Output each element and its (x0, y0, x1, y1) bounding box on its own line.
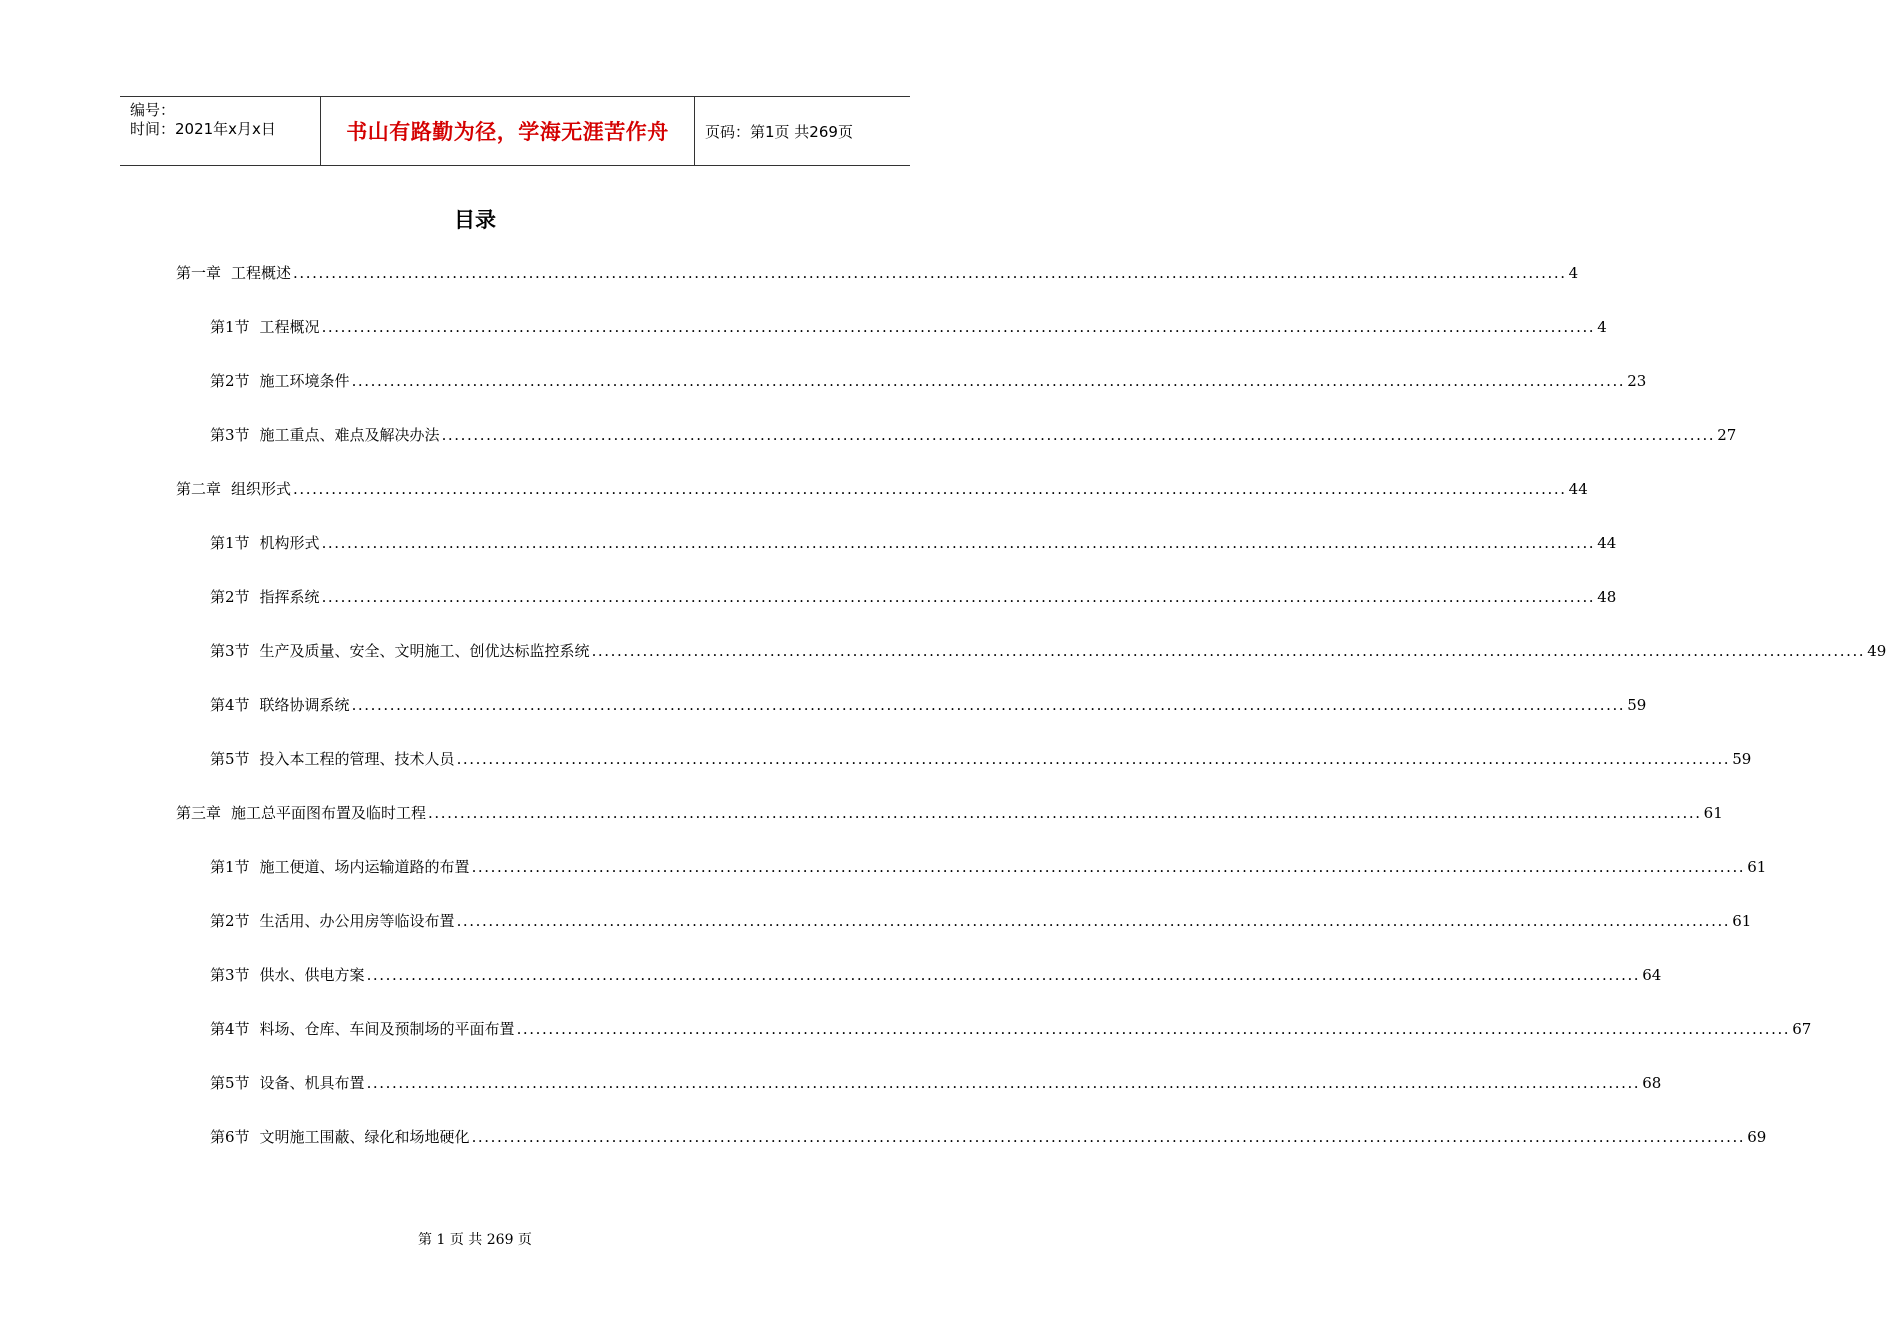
toc-leader-dots: ........................................................................................................................................................................................................ (351, 372, 1626, 390)
toc-leader-dots: ........................................................................................................................................................................................................ (293, 264, 1567, 282)
toc-leader-dots: ........................................................................................................................................................................................................ (351, 696, 1626, 714)
toc-entry-title: 生活用、办公用房等临设布置 (259, 912, 455, 930)
toc-entry-page: 59 (1732, 750, 1752, 768)
toc-entry-page: 4 (1597, 318, 1607, 336)
toc-leader-dots: ........................................................................................................................................................................................................ (321, 318, 1596, 336)
toc-leader-dots: ........................................................................................................................................................................................................ (321, 588, 1596, 606)
toc-entry-label (176, 802, 426, 823)
toc-entry[interactable] (176, 262, 1579, 284)
toc-entry-title: 文明施工围蔽、绿化和场地硬化 (259, 1128, 470, 1146)
toc-entry-page: 61 (1747, 858, 1767, 876)
toc-entry-page: 44 (1568, 480, 1588, 498)
toc-entry[interactable] (210, 856, 1767, 878)
toc-entry-title: 指挥系统 (259, 588, 320, 606)
toc-entry-page: 69 (1747, 1128, 1767, 1146)
toc-entry-label (176, 478, 291, 499)
toc-entry[interactable] (210, 1126, 1767, 1148)
toc-entry-title: 机构形式 (259, 534, 320, 552)
toc-entry-number: 第一章 (176, 264, 222, 282)
toc-entry[interactable] (210, 964, 1662, 986)
toc-entry-number: 第2节 (210, 588, 250, 606)
toc-entry[interactable] (210, 640, 1886, 662)
toc-entry-number: 第1节 (210, 318, 250, 336)
toc-entry-label (210, 964, 365, 985)
toc-entry[interactable] (210, 532, 1617, 554)
toc-entry[interactable] (210, 316, 1607, 338)
toc-entry-label (210, 1126, 470, 1147)
toc-entry-title: 供水、供电方案 (259, 966, 365, 984)
toc-entry-label (176, 262, 291, 283)
toc-entry-number: 第4节 (210, 696, 250, 714)
toc-entry-number: 第2节 (210, 912, 250, 930)
toc-entry-label (210, 370, 350, 391)
document-number-label: 编号： (130, 101, 176, 119)
page-footer: 第 1 页 共 269 页 (418, 1232, 532, 1248)
toc-entry-label (210, 640, 590, 661)
toc-entry-label (210, 694, 350, 715)
toc-entry[interactable] (210, 424, 1737, 446)
toc-entry[interactable] (210, 748, 1752, 770)
toc-entry-number: 第2节 (210, 372, 250, 390)
toc-entry[interactable] (210, 586, 1617, 608)
toc-entry-title: 工程概述 (231, 264, 292, 282)
toc-entry-page: 48 (1597, 588, 1617, 606)
toc-entry[interactable] (210, 910, 1752, 932)
toc-entry-page: 61 (1732, 912, 1752, 930)
page-header (120, 96, 910, 166)
toc-entry-label (210, 1072, 365, 1093)
toc-entry-page: 44 (1597, 534, 1617, 552)
toc-leader-dots: ........................................................................................................................................................................................................ (321, 534, 1596, 552)
toc-entry-number: 第1节 (210, 534, 250, 552)
toc-entry[interactable] (210, 1072, 1662, 1094)
toc-entry-page: 64 (1642, 966, 1662, 984)
document-time-label: 时间：2021年x月x日 (130, 120, 276, 138)
toc-entry-number: 第3节 (210, 966, 250, 984)
header-meta (120, 97, 321, 165)
toc-leader-dots: ........................................................................................................................................................................................................ (456, 912, 1731, 930)
toc-entry-title: 施工环境条件 (259, 372, 350, 390)
toc-entry-title: 生产及质量、安全、文明施工、创优达标监控系统 (259, 642, 590, 660)
toc-entry-number: 第1节 (210, 858, 250, 876)
toc-leader-dots: ........................................................................................................................................................................................................ (293, 480, 1567, 498)
toc-entry-page: 4 (1568, 264, 1579, 282)
header-page-info: 页码：第1页 共269页 (705, 122, 853, 141)
toc-entry-label (210, 316, 320, 337)
toc-entry[interactable] (176, 802, 1723, 824)
toc-entry-page: 27 (1717, 426, 1737, 444)
toc-entry-label (210, 1018, 515, 1039)
toc-leader-dots: ........................................................................................................................................................................................................ (456, 750, 1731, 768)
toc-leader-dots: ........................................................................................................................................................................................................ (471, 1128, 1746, 1146)
toc-entry-label (210, 424, 440, 445)
toc-entry-title: 工程概况 (259, 318, 320, 336)
toc-entry-number: 第5节 (210, 750, 250, 768)
toc-entry[interactable] (210, 694, 1647, 716)
toc-title: 目录 (454, 208, 496, 232)
toc-entry-title: 设备、机具布置 (259, 1074, 365, 1092)
toc-entry-label (210, 856, 470, 877)
toc-entry-label (210, 586, 320, 607)
toc-entry-number: 第6节 (210, 1128, 250, 1146)
toc-entry-title: 施工重点、难点及解决办法 (259, 426, 440, 444)
toc-entry-title: 联络协调系统 (259, 696, 350, 714)
toc-leader-dots: ........................................................................................................................................................................................................ (428, 804, 1702, 822)
toc-entry[interactable] (210, 370, 1647, 392)
toc-entry-page: 61 (1703, 804, 1723, 822)
toc-entry-page: 68 (1642, 1074, 1662, 1092)
toc-leader-dots: ........................................................................................................................................................................................................ (516, 1020, 1791, 1038)
toc-entry-number: 第3节 (210, 426, 250, 444)
toc-entry-page: 59 (1627, 696, 1647, 714)
toc-entry[interactable] (176, 478, 1588, 500)
toc-leader-dots: ........................................................................................................................................................................................................ (441, 426, 1716, 444)
toc-entry-title: 施工总平面图布置及临时工程 (231, 804, 427, 822)
toc-leader-dots: ........................................................................................................................................................................................................ (366, 1074, 1641, 1092)
header-motto: 书山有路勤为径，学海无涯苦作舟 (321, 97, 695, 165)
toc-entry-page: 49 (1867, 642, 1886, 660)
toc-entry-label (210, 748, 455, 769)
toc-entry-number: 第二章 (176, 480, 222, 498)
toc-entry-title: 料场、仓库、车间及预制场的平面布置 (259, 1020, 515, 1038)
toc-leader-dots: ........................................................................................................................................................................................................ (471, 858, 1746, 876)
toc-entry-number: 第3节 (210, 642, 250, 660)
toc-leader-dots: ........................................................................................................................................................................................................ (366, 966, 1641, 984)
toc-leader-dots: ........................................................................................................................................................................................................ (591, 642, 1866, 660)
toc-entry-page: 67 (1792, 1020, 1812, 1038)
toc-entry-number: 第5节 (210, 1074, 250, 1092)
toc-entry[interactable] (210, 1018, 1812, 1040)
toc-entry-number: 第4节 (210, 1020, 250, 1038)
toc-entry-title: 组织形式 (231, 480, 292, 498)
toc-entry-number: 第三章 (176, 804, 222, 822)
toc-entry-label (210, 532, 320, 553)
toc-entry-title: 施工便道、场内运输道路的布置 (259, 858, 470, 876)
toc-entry-page: 23 (1627, 372, 1647, 390)
toc-entry-label (210, 910, 455, 931)
toc-entry-title: 投入本工程的管理、技术人员 (259, 750, 455, 768)
